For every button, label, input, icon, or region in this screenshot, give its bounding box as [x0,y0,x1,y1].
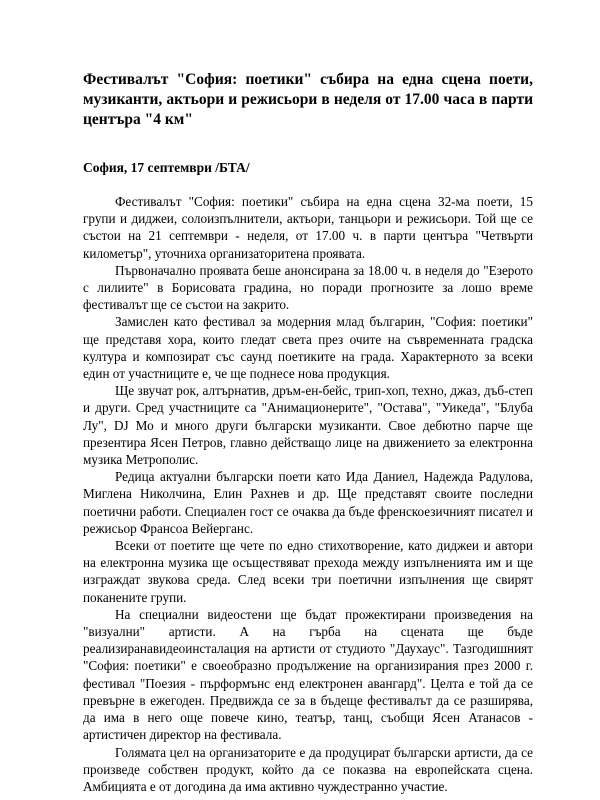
article-paragraph-1: Фестивалът "София: поетики" събира на една сцена 32-ма поети, 15 групи и диджеи, солоизпълнители, актьори, танцьори и режисьори. Той ще се състои на 21 септември - неделя, от 17.00 ч. в парти центъра "Четвърти километър", уточниха организаторитена проявата. [83,194,533,261]
article-body [83,193,533,795]
article-paragraph-6: Всеки от поетите ще чете по едно стихотворение, като диджеи и автори на електронна музика ще осъществяват прехода между изпълненията им и ще изграждат звукова среда. След всеки три поетични изпълнения ще свирят поканените групи. [83,538,533,605]
article-paragraph-3: Замислен като фестивал за модерния млад българин, "София: поетики" ще представя хора, които гледат света през очите на съвременната градска култура и композират със саунд поетиките на града. Характерното за всеки един от участниците е, че ще поднесе нова продукция. [83,314,533,382]
article-paragraph-8: Голямата цел на организаторите е да продуцират български артисти, да се произведе собствен продукт, който да се показва на европейската сцена. Амбицията е от догодина да има активно чуждестранно участие. [83,744,533,794]
article-paragraph-4: Ще звучат рок, алтърнатив, дръм-ен-бейс, трип-хоп, техно, джаз, дъб-степ и други. Сред участниците са "Анимационерите", "Остава", "Уикеда", "Блуба Лу", DJ Мо и много други български музиканти. Своe дебютно парче ще презентира Ясен Петров, главно действащо лице на движението за електронна музика Метрополис. [83,383,533,468]
article-title: Фестивалът "София: поетики" събира на една сцена поети, музиканти, актьори и режисьори в неделя от 17.00 часа в парти центъра "4 км" [83,71,533,128]
article-paragraph-5: Редица актуални български поети като Ида Даниел, Надежда Радулова, Миглена Николчина, Елин Рахнев и др. Ще представят своите последни поетични работи. Специален гост се очаква да бъде френскоезичният писател и режисьор Франсоа Вейерганс. [83,469,533,536]
article-paragraph-7: На специални видеостени ще бъдат прожектирани произведения на "визуални" артисти. А на гърба на сцената ще бъде реализиранавидеоинсталация на артисти от студиото "Даухаус". Тазгодишният "София: поетики" е своеобразно продължение на организирания през 2000 г. фестивал "Поезия - пърформънс енд електронен авангард". Целта е той да се превърне в ежегоден. Предвижда се за в бъдеще фестивалът да се разширява, да има в него още повече кино, театър, танц, съобщи Ясен Атанасов - артистичен директор на фестивала. [83,606,533,743]
article-paragraph-2: Първоначално проявата беше анонсирана за 18.00 ч. в неделя до "Езерото с лилиите" в Борисовата градина, но поради прогнозите за лошо време фестивалът ще се състои на закрито. [83,262,533,313]
article-dateline: София, 17 септември /БТА/ [83,160,250,175]
